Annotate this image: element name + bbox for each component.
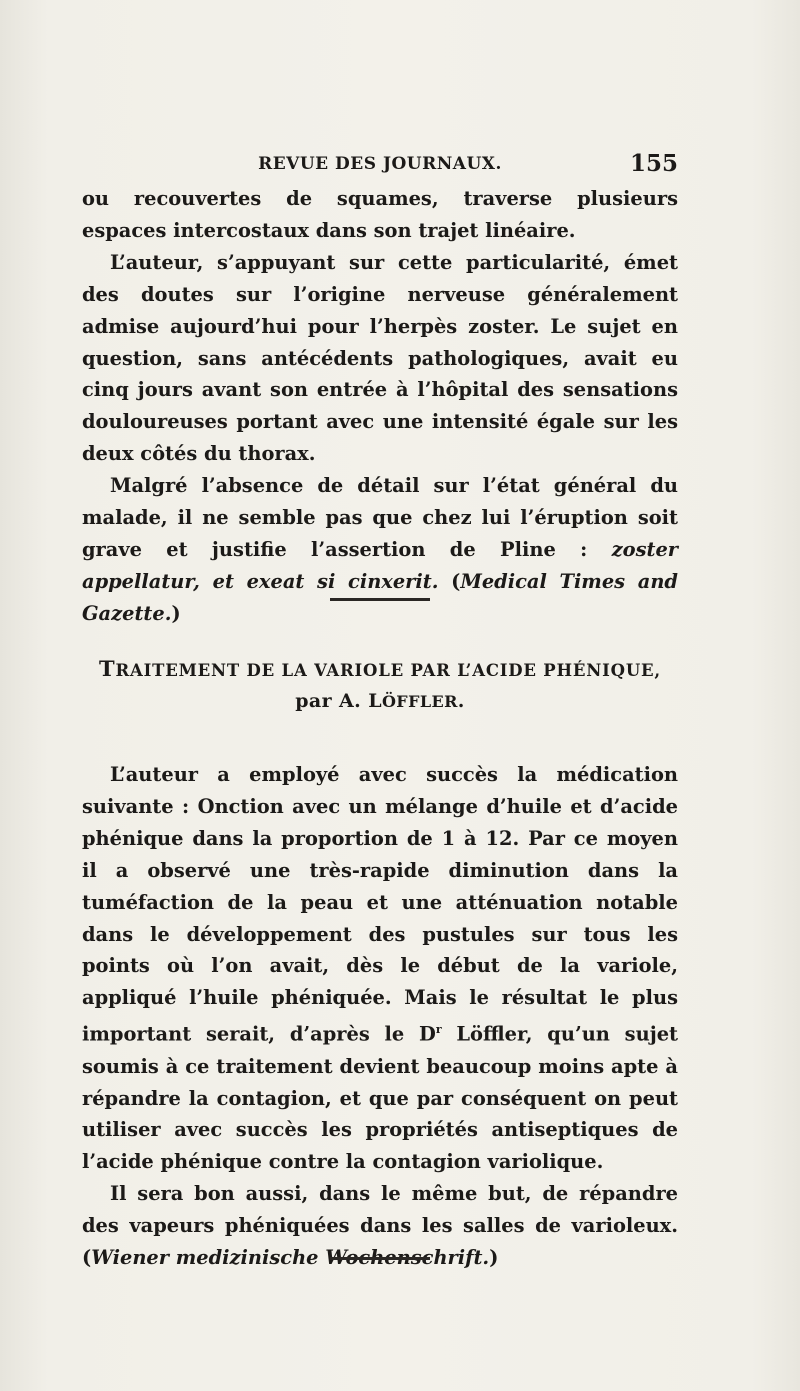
close-paren: ) <box>489 1246 499 1270</box>
paragraph-1-text: L’auteur a employé avec succès la médication suivante : Onction avec un mélange d’huile et d’acide phénique dans la proportion de 1 à 12. Par ce moyen il a observé une très-rapide diminution dans la tuméfaction de la peau et une atténuation notable dans le développement des pustules sur tous les points où l’on avait, dès le début de la variole, appliqué l’huile phéniquée. Mais le résultat le plus important serait, d’après le D <box>82 763 678 1046</box>
paragraph-2-text: Il sera bon aussi, dans le même but, de répandre des vapeurs phéniquées dans les salles de varioleux. ( <box>82 1182 678 1270</box>
close-paren: ) <box>171 601 181 625</box>
section-divider <box>330 598 430 601</box>
article-1-paragraph-1: ou recouvertes de squames, traverse plusieurs espaces intercostaux dans son trajet linéaire. <box>82 187 678 242</box>
article-1-paragraph-3 <box>82 470 678 630</box>
source-citation: Medical Times and Gazette. <box>82 569 678 625</box>
running-head <box>82 150 678 180</box>
article-2-body <box>82 759 678 1274</box>
doctor-abbreviation-sup: r <box>435 1023 442 1037</box>
page-number: 155 <box>629 150 678 177</box>
article-2-paragraph-1 <box>82 759 678 1178</box>
pline-quote: zoster appellatur, et exeat si cinxerit. <box>82 537 678 593</box>
title-word-rest: RAITEMENT <box>115 661 240 680</box>
article-2-title <box>82 654 678 717</box>
article-2-title-line-1 <box>82 654 678 686</box>
title-initial-cap: T <box>99 656 116 681</box>
end-divider <box>330 1257 430 1260</box>
article-1-body <box>82 183 678 630</box>
article-1-paragraph-2: L’auteur, s’appuyant sur cette particularité, émet des doutes sur l’origine nerveuse généralement admise aujourd’hui pour l’herpès zoster. Le sujet en question, sans antécédents pathologiques, avait eu cinq jours avant son entrée à l’hôpital des sensations douloureuses portant avec une intensité égale sur les deux côtés du thorax. <box>82 250 678 466</box>
article-2-byline <box>82 686 678 717</box>
open-paren: ( <box>438 569 461 593</box>
source-citation: Wiener medizinische Wochenschrift. <box>91 1246 490 1270</box>
byline-author-rest: ÖFFLER <box>381 692 458 711</box>
running-title: REVUE DES JOURNAUX. <box>258 154 502 174</box>
paragraph-1-end: Löffler, qu’un sujet soumis à ce traitement devient beaucoup moins apte à répandre la contagion, et que par conséquent on peut utiliser avec succès les propriétés antiseptiques de l’acide phénique contre la contagion variolique. <box>82 1022 679 1174</box>
paragraph-3-text: Malgré l’absence de détail sur l’état général du malade, il ne semble pas que chez lui l’éruption soit grave et justifie l’assertion de Pline : <box>82 474 678 561</box>
byline-period: . <box>457 690 465 712</box>
byline-prefix: par A. L <box>295 690 382 712</box>
title-remainder: DE LA VARIOLE PAR L’ACIDE PHÉNIQUE, <box>239 661 661 680</box>
